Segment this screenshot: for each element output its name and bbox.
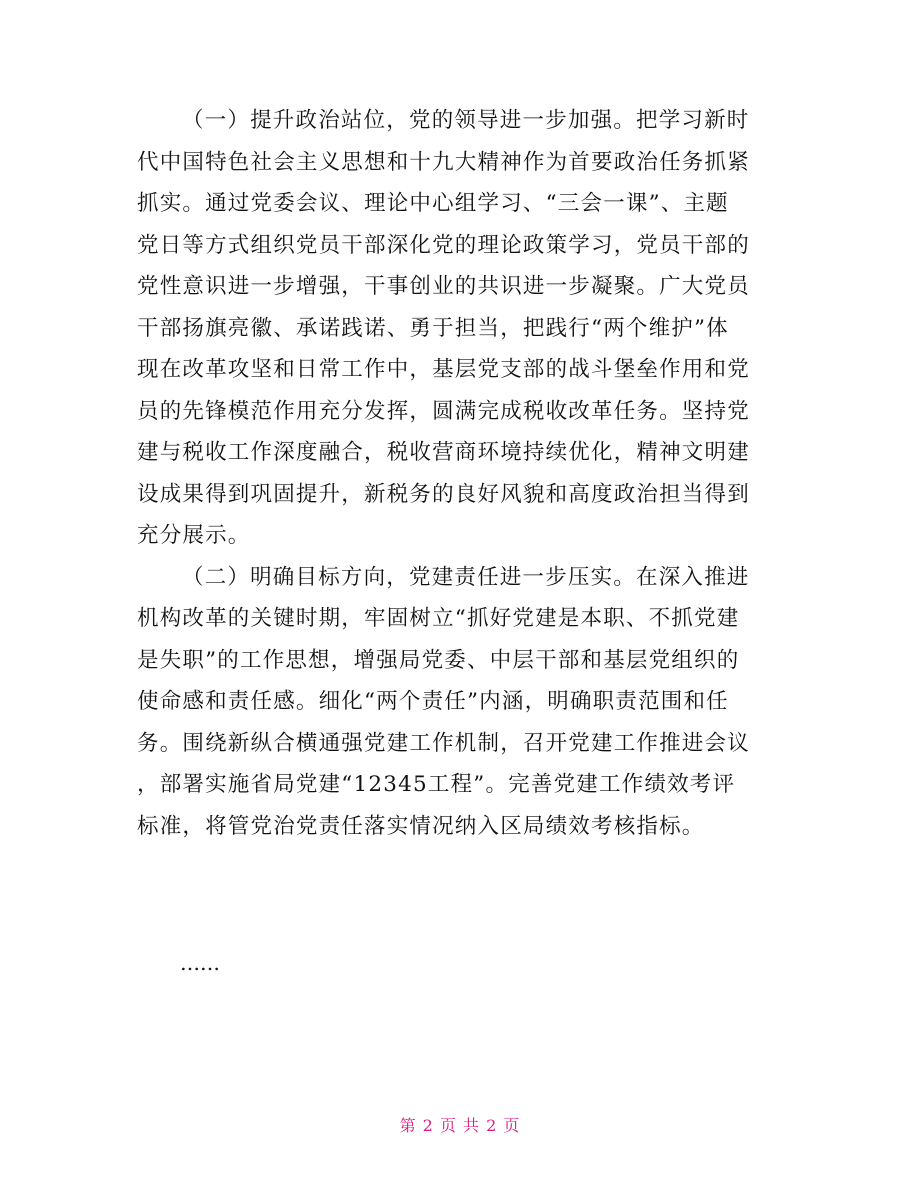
paragraph-1-line-3: 抓实。通过党委会议、理论中心组学习、“三会一课”、主题	[137, 191, 729, 216]
page-number-footer: 第 2 页 共 2 页	[399, 1116, 521, 1135]
paragraph-2-line-6: ，部署实施省局党建“12345工程”。完善党建工作绩效考评	[137, 772, 736, 797]
paragraph-2-line-7: 标准，将管党治党责任落实情况纳入区局绩效考核指标。	[137, 813, 705, 839]
paragraph-1-line-7: 现在改革攻坚和日常工作中，基层党支部的战斗堡垒作用和党	[137, 357, 750, 382]
paragraph-2-line-4: 使命感和责任感。细化“两个责任”内涵，明确职责范围和任	[137, 689, 729, 714]
paragraph-1-line-8: 员的先锋模范作用充分发挥，圆满完成税收改革任务。坚持党	[137, 398, 750, 424]
paragraph-1-line-4: 党日等方式组织党员干部深化党的理论政策学习，党员干部的	[137, 232, 750, 258]
paragraph-2-line-5: 务。围绕新纵合横通强党建工作机制，召开党建工作推进会议	[137, 730, 750, 756]
continuation-ellipsis: ……	[180, 951, 220, 975]
paragraph-1-line-11: 充分展示。	[137, 523, 251, 548]
paragraph-1-line-1: （一）提升政治站位，党的领导进一步加强。把学习新时	[182, 108, 750, 133]
paragraph-1-line-6: 干部扬旗亮徽、承诺践诺、勇于担当，把践行“两个维护”体	[137, 315, 729, 341]
paragraph-1-line-9: 建与税收工作深度融合，税收营商环境持续优化，精神文明建	[137, 440, 750, 465]
paragraph-1-line-2: 代中国特色社会主义思想和十九大精神作为首要政治任务抓紧	[137, 149, 750, 175]
paragraph-2-line-3: 是失职”的工作思想，增强局党委、中层干部和基层党组织的	[137, 647, 740, 673]
paragraph-1-line-5: 党性意识进一步增强，干事创业的共识进一步凝聚。广大党员	[137, 274, 750, 299]
paragraph-2-line-1: （二）明确目标方向，党建责任进一步压实。在深入推进	[182, 564, 750, 590]
paragraph-2-line-2: 机构改革的关键时期，牢固树立“抓好党建是本职、不抓党建	[137, 606, 740, 631]
document-body	[137, 100, 797, 847]
paragraph-1-line-10: 设成果得到巩固提升，新税务的良好风貌和高度政治担当得到	[137, 481, 750, 507]
